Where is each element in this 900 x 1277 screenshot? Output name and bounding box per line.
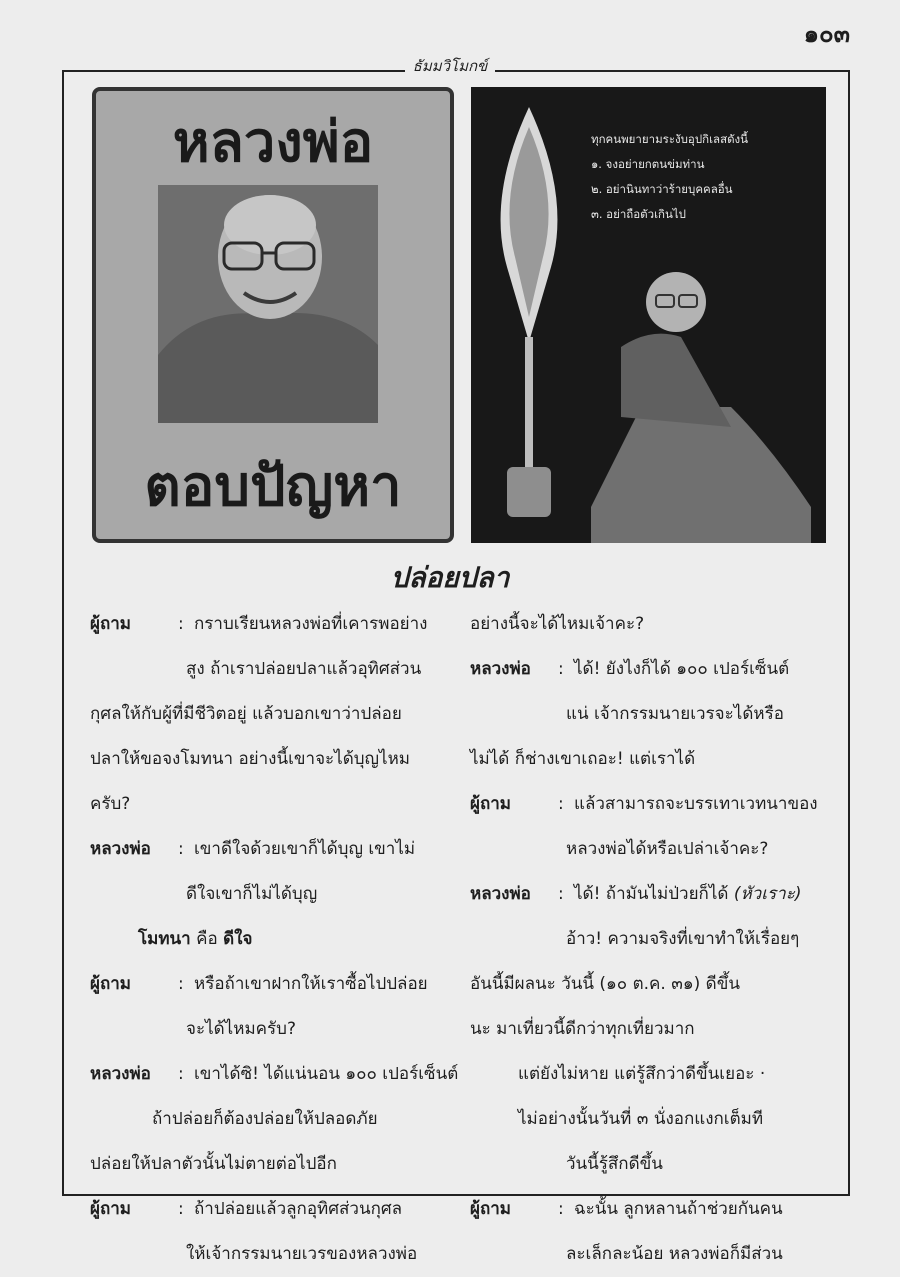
text-span: ละเล็กละน้อย หลวงพ่อก็มีส่วน [566,1244,783,1264]
text-span: แล้วสามารถจะบรรเทาเวทนาของ [574,794,818,814]
section-title: ปล่อยปลา [390,561,510,594]
text-span: ครับ? [90,794,131,814]
caption-item: ๓. อย่าถือตัวเกินไป [591,207,686,221]
text-line [90,782,450,827]
portrait-photo [158,185,378,423]
text-line [470,917,830,962]
text-line [90,737,450,782]
text-span: อ้าว! ความจริงที่เขาทำให้เรื่อยๆ [566,929,800,949]
speaker-label: ผู้ถาม [470,1199,512,1219]
title-box [92,87,454,543]
text-line [90,917,450,962]
text-span: ปล่อยให้ปลาตัวนั้นไม่ตายต่อไปอีก [90,1154,337,1174]
text-span: ดีใจเขาก็ไม่ได้บุญ [186,884,318,904]
text-line [470,827,830,872]
photo-caption [591,127,748,227]
text-line [90,692,450,737]
text-line [90,827,450,872]
text-line [470,782,830,827]
text-span: นะ มาเที่ยวนี้ดีกว่าทุกเที่ยวมาก [470,1019,695,1039]
speaker-label: ผู้ถาม [90,1199,132,1219]
text-line [90,1097,450,1142]
colon: : [178,614,184,634]
running-head-text: ธัมมวิโมกข์ [405,57,496,75]
text-line [90,872,450,917]
text-line [90,1007,450,1052]
colon: : [558,659,564,679]
colon: : [178,974,184,994]
text-line [470,602,830,647]
right-column [470,602,830,1277]
text-span: หลวงพ่อได้หรือเปล่าเจ้าคะ? [566,839,769,859]
text-line [90,602,450,647]
caption-item: ๑. จงอย่ายกตนข่มท่าน [591,157,705,171]
colon: : [178,839,184,859]
text-span: กราบเรียนหลวงพ่อที่เคารพอย่าง [194,614,428,634]
speaker-label: หลวงพ่อ [470,659,531,679]
text-line [470,1232,830,1277]
text-span: ได้! ถ้ามันไม่ป่วยก็ได้ [574,884,729,904]
text-line [470,1007,830,1052]
text-span: ไม่ได้ ก็ช่างเขาเถอะ! แต่เราได้ [470,749,696,769]
text-line [90,1142,450,1187]
text-line [90,1187,450,1232]
text-span: อย่างนี้จะได้ไหมเจ้าคะ? [470,614,645,634]
colon: : [558,794,564,814]
speaker-label: ผู้ถาม [90,974,132,994]
caption-item: ๒. อย่านินทาว่าร้ายบุคคลอื่น [591,182,733,196]
title-bottom: ตอบปัญหา [144,454,402,519]
text-line [470,737,830,782]
text-line [90,647,450,692]
text-line [470,1142,830,1187]
note-mid: คือ [196,929,218,949]
text-line [470,692,830,737]
text-span: ถ้าปล่อยแล้วลูกอุทิศส่วนกุศล [194,1199,403,1219]
left-column [90,602,459,1277]
text-span: ให้เจ้ากรรมนายเวรของหลวงพ่อ [186,1244,418,1264]
text-line [470,872,830,917]
speaker-label: หลวงพ่อ [470,884,531,904]
text-span: วันนี้รู้สึกดีขึ้น [566,1154,663,1174]
text-line [470,1097,830,1142]
page-number: ๑๐๓ [803,19,850,48]
text-line [470,1187,830,1232]
text-span: อันนี้มีผลนะ วันนี้ (๑๐ ต.ค. ๓๑) ดีขึ้น [470,974,740,994]
text-span: เขาได้ซิ! ได้แน่นอน ๑๐๐ เปอร์เซ็นต์ [194,1064,459,1084]
monk-photo [471,87,826,543]
text-line [90,1052,459,1097]
text-span: เขาดีใจด้วยเขาก็ได้บุญ เขาไม่ [194,839,416,859]
text-line [470,1052,830,1097]
title-top: หลวงพ่อ [172,110,374,175]
text-span: สูง ถ้าเราปล่อยปลาแล้วอุทิศส่วน [186,659,422,679]
text-span: จะได้ไหมครับ? [186,1019,296,1039]
text-line [90,1232,450,1277]
note-def: ดีใจ [223,929,253,949]
caption-heading: ทุกคนพยายามระงับอุปกิเลสดังนี้ [591,132,749,146]
text-span: กุศลให้กับผู้ที่มีชีวิตอยู่ แล้วบอกเขาว่าปล่อย [90,704,402,724]
text-line [470,962,830,1007]
text-span: ถ้าปล่อยก็ต้องปล่อยให้ปลอดภัย [152,1109,378,1129]
laugh-note: (หัวเราะ) [733,884,802,904]
speaker-label: ผู้ถาม [470,794,512,814]
running-head [0,54,900,78]
colon: : [178,1199,184,1219]
speaker-label: หลวงพ่อ [90,839,151,859]
text-span: หรือถ้าเขาฝากให้เราซื้อไปปล่อย [194,974,428,994]
text-span: แต่ยังไม่หาย แต่รู้สึกว่าดีขึ้นเยอะ · [518,1064,766,1084]
text-span: ฉะนั้น ลูกหลานถ้าช่วยกันคน [574,1199,783,1219]
colon: : [178,1064,184,1084]
text-span: แน่ เจ้ากรรมนายเวรจะได้หรือ [566,704,784,724]
text-span: ไม่อย่างนั้นวันที่ ๓ นั่งอกแงกเต็มที [518,1109,764,1129]
text-line [90,962,450,1007]
note-term: โมทนา [138,929,191,949]
speaker-label: หลวงพ่อ [90,1064,151,1084]
text-span: ได้! ยังไงก็ได้ ๑๐๐ เปอร์เซ็นต์ [574,659,790,679]
colon: : [558,884,564,904]
text-span: ปลาให้ขอจงโมทนา อย่างนี้เขาจะได้บุญไหม [90,749,411,769]
text-line [470,647,830,692]
portrait-illustration [158,185,378,423]
speaker-label: ผู้ถาม [90,614,132,634]
colon: : [558,1199,564,1219]
